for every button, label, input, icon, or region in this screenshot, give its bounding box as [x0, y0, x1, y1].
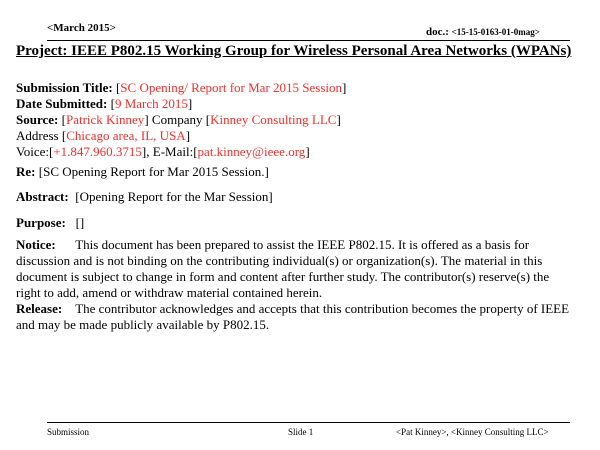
footer-author: <Pat Kinney>, <Kinney Consulting LLC> — [396, 427, 549, 437]
doc-label: doc.: — [426, 26, 452, 38]
abstract-label: Abstract: — [16, 189, 69, 204]
project-title: Project: IEEE P802.15 Working Group for Wireless Personal Area Networks (WPANs) — [16, 43, 572, 59]
footer-submission: Submission — [47, 427, 90, 437]
notice-line-2: discussion and is not binding on the contributing individual(s) or organization(s). The material in this — [16, 253, 543, 268]
release-line-1: Release: The contributor acknowledges and accepts that this contribution becomes the property of IEEE — [16, 301, 570, 316]
header-divider — [47, 40, 570, 41]
purpose-value: [] — [75, 215, 85, 230]
abstract-line: Abstract: [Opening Report for the Mar Session] — [16, 189, 273, 204]
abstract-value: Opening Report for the Mar Session — [79, 189, 269, 204]
email-label: E-Mail: — [152, 144, 194, 159]
release-line-2: and may be made publicly available by P802.15. — [16, 317, 270, 332]
source-value: Patrick Kinney — [65, 112, 145, 127]
submission-title-value: SC Opening/ Report for Mar 2015 Session — [120, 80, 343, 95]
source-line: Source: [Patrick Kinney] Company [Kinney Consulting LLC] — [16, 112, 341, 127]
submission-title-line: Submission Title: [SC Opening/ Report for Mar 2015 Session] — [16, 80, 347, 95]
footer-slide-number: Slide 1 — [288, 427, 314, 437]
submission-info — [16, 80, 576, 160]
re-value: SC Opening Report for Mar 2015 Session. — [43, 164, 265, 179]
purpose-line — [16, 215, 576, 231]
re-label: Re: — [16, 164, 36, 179]
voice-label: Voice: — [16, 144, 49, 159]
header-doc-number — [426, 26, 540, 38]
company-label: Company — [151, 112, 203, 127]
re-line: Re: [SC Opening Report for Mar 2015 Session.] — [16, 164, 269, 179]
notice-block — [16, 237, 576, 333]
company-value: Kinney Consulting LLC — [210, 112, 337, 127]
address-line: Address [Chicago area, IL, USA] — [16, 128, 191, 143]
voice-value: +1.847.960.3715 — [53, 144, 142, 159]
header-date: <March 2015> — [47, 22, 116, 34]
address-label: Address — [16, 128, 59, 143]
date-submitted-line: Date Submitted: [9 March 2015] — [16, 96, 193, 111]
address-value: Chicago area, IL, USA — [66, 128, 186, 143]
release-label: Release: — [16, 301, 63, 316]
footer-divider — [47, 422, 570, 423]
date-submitted-label: Date Submitted: — [16, 96, 108, 111]
notice-line-1: Notice: This document has been prepared to assist the IEEE P802.15. It is offered as a basis for — [16, 237, 530, 252]
doc-number: <15-15-0163-01-0mag> — [451, 27, 540, 37]
submission-title-label: Submission Title: — [16, 80, 113, 95]
notice-line-4: right to add, amend or withdraw material contained herein. — [16, 285, 323, 300]
voice-line: Voice:[+1.847.960.3715], E-Mail:[pat.kinney@ieee.org] — [16, 144, 310, 159]
date-submitted-value: 9 March 2015 — [114, 96, 188, 111]
purpose-label: Purpose: — [16, 215, 66, 230]
email-value: pat.kinney@ieee.org — [197, 144, 306, 159]
notice-line-3: document is subject to change in form and content after further study. The contributor(s) reserve(s) the — [16, 269, 550, 284]
notice-label: Notice: — [16, 237, 56, 252]
source-label: Source: — [16, 112, 59, 127]
